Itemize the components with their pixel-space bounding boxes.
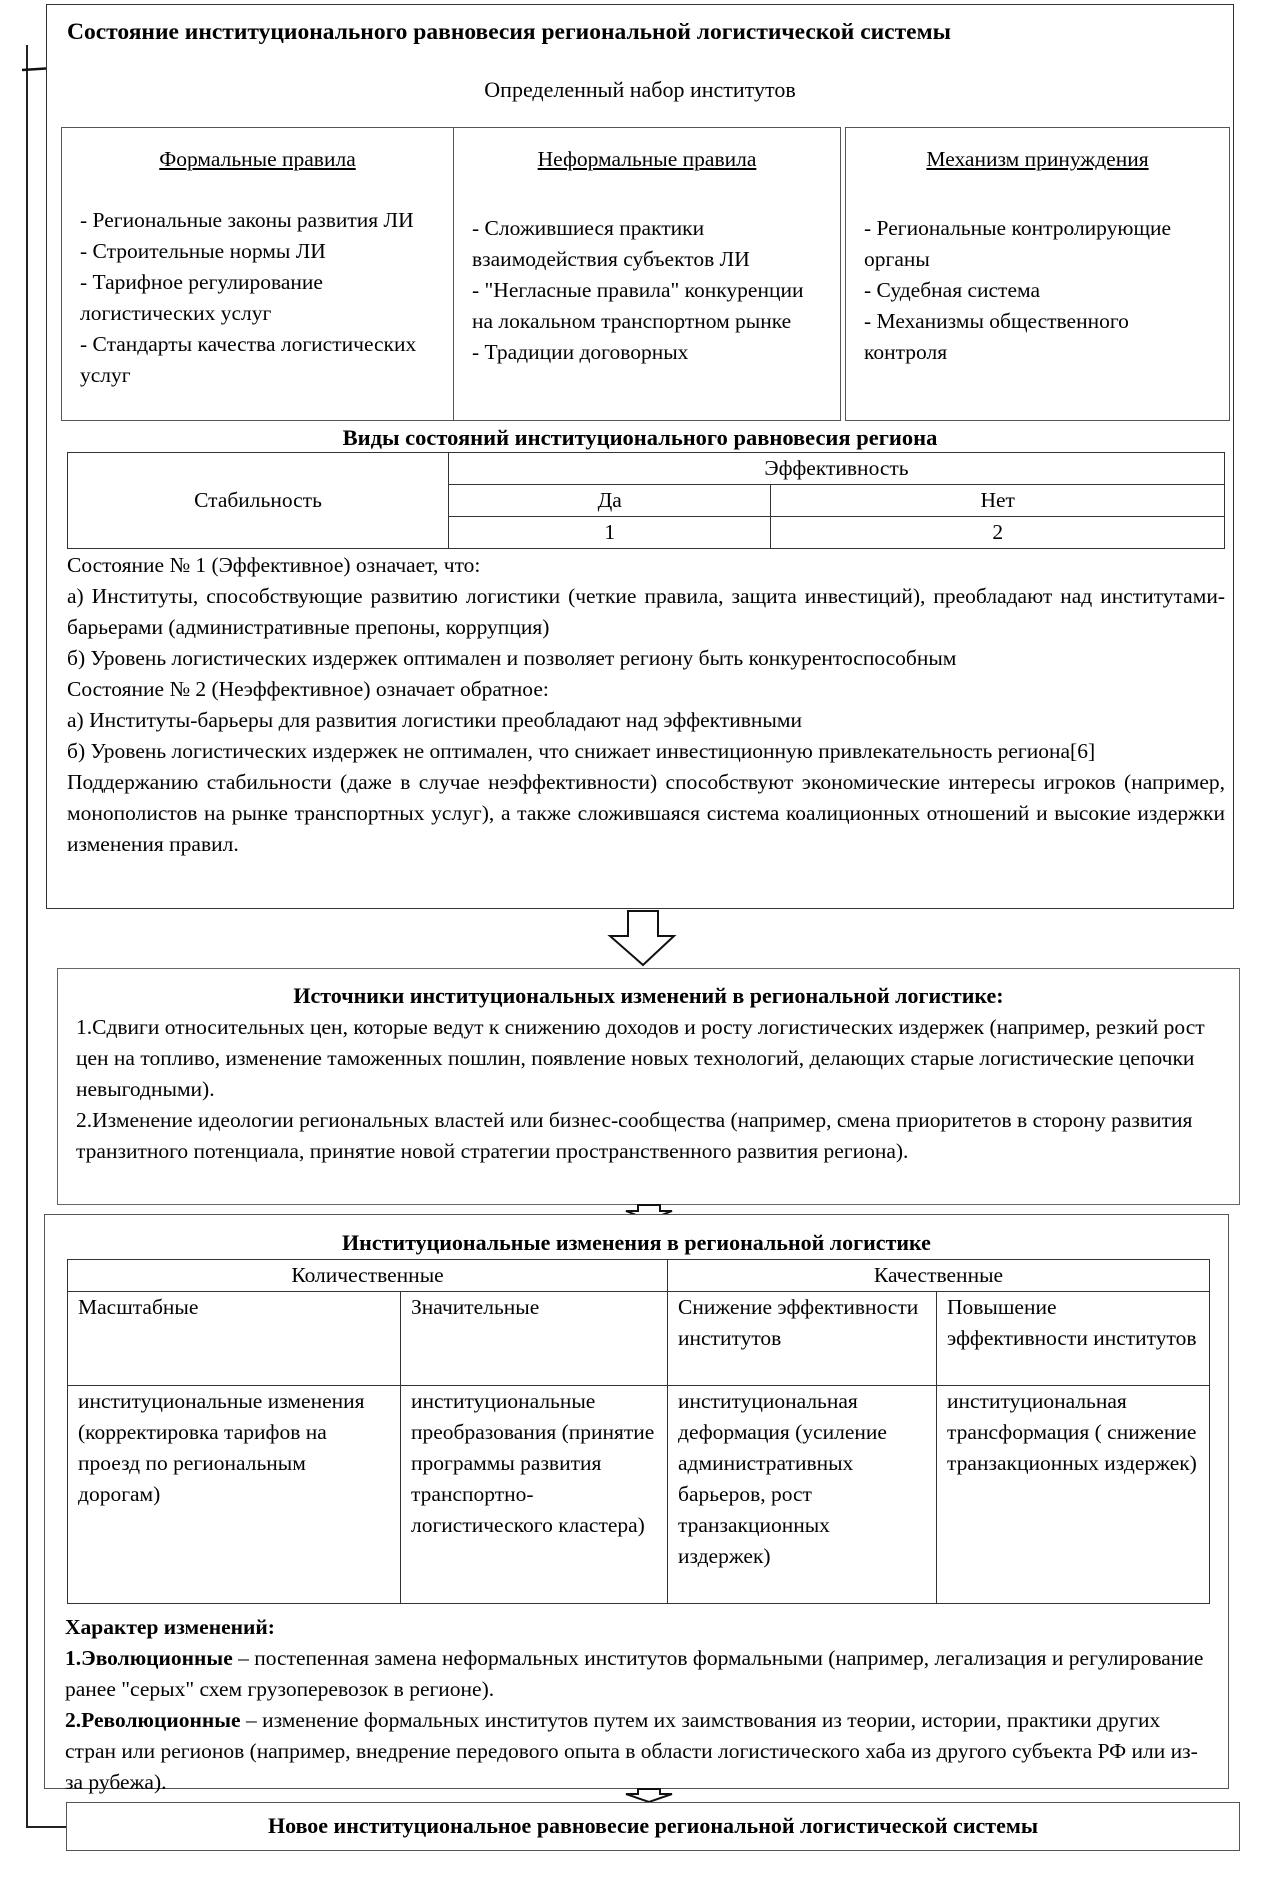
paragraph: б) Уровень логистических издержек не оптимален, что снижает инвестиционную привлекательность региона[6] xyxy=(67,739,1096,763)
list-item: - Региональные контролирующие органы xyxy=(864,216,1172,271)
quantitative-header: Количественные xyxy=(68,1260,668,1292)
state-2-cell: 2 xyxy=(771,517,1225,549)
list-item: - Механизмы общественного контроля xyxy=(864,309,1129,364)
list-item xyxy=(65,1705,1205,1798)
table-cell: институциональные изменения (корректировка тарифов на проезд по региональным дорогам) xyxy=(68,1386,401,1604)
equilibrium-state-box xyxy=(46,4,1234,909)
paragraph: Поддержанию стабильности (даже в случае неэффективности) способствуют экономические интересы игроков (например, монополистов на рынке транспортных услуг), а также сложившаяся система коалиционных отношений и высокие издержки изменения правил. xyxy=(67,770,1225,856)
list-item: - Традиции договорных xyxy=(472,340,689,364)
list-item: - Строительные нормы ЛИ xyxy=(80,239,326,263)
change-sources-box xyxy=(57,968,1240,1205)
formal-rules-box xyxy=(61,127,454,421)
stability-header: Стабильность xyxy=(68,453,449,549)
equilibrium-state-title: Состояние институционального равновесия региональной логистической системы xyxy=(67,19,951,45)
list-item: - Стандарты качества логистических услуг xyxy=(80,332,417,387)
institutions-set-subtitle: Определенный набор институтов xyxy=(484,77,796,102)
list-item: - Тарифное регулирование логистических услуг xyxy=(80,270,323,325)
new-equilibrium-box xyxy=(66,1802,1240,1851)
evolutionary-text: – постепенная замена неформальных институтов формальными (например, легализация и регулирование ранее "серых" схем грузоперевозок в регионе). xyxy=(65,1646,1204,1701)
efficiency-decrease-header: Снижение эффективности институтов xyxy=(668,1292,937,1386)
new-equilibrium-title: Новое институциональное равновесие региональной логистической системы xyxy=(268,1813,1038,1838)
table-cell: институциональные преобразования (принятие программы развития транспортно-логистического кластера) xyxy=(401,1386,668,1604)
formal-rules-heading: Формальные правила xyxy=(159,147,356,171)
enforcement-mechanism-list xyxy=(864,213,1217,368)
informal-rules-box xyxy=(453,127,841,421)
efficiency-increase-header: Повышение эффективности институтов xyxy=(937,1292,1210,1386)
efficiency-yes: Да xyxy=(449,485,771,517)
paragraph: Состояние № 1 (Эффективное) означает, что: xyxy=(67,553,481,577)
states-title: Виды состояний институционального равновесия региона xyxy=(342,425,938,450)
qualitative-header: Качественные xyxy=(668,1260,1210,1292)
efficiency-no: Нет xyxy=(771,485,1225,517)
list-item: - Сложившиеся практики взаимодействия субъектов ЛИ xyxy=(472,216,750,271)
table-cell: институциональная трансформация ( снижение транзакционных издержек) xyxy=(937,1386,1210,1604)
change-nature-section xyxy=(65,1612,1205,1798)
institutional-changes-title: Институциональные изменения в региональной логистике xyxy=(342,1230,931,1255)
list-item: 1.Сдвиги относительных цен, которые ведут к снижению доходов и росту логистических издержек (например, резкий рост цен на топливо, изменение таможенных пошлин, появление новых технологий, делающих старые логистические цепочки невыгодными). xyxy=(76,1015,1205,1101)
list-item: - Региональные законы развития ЛИ xyxy=(80,208,414,232)
feedback-loop-vertical-line xyxy=(26,45,28,1828)
revolutionary-text: – изменение формальных институтов путем их заимствования из теории, истории, практики других стран или регионов (например, внедрение передового опыта в области логистического хаба из другого субъекта РФ или из-за рубежа). xyxy=(65,1708,1198,1794)
changes-table xyxy=(67,1259,1210,1604)
change-nature-title: Характер изменений: xyxy=(65,1615,275,1639)
list-item: 2.Изменение идеологии региональных властей или бизнес-сообщества (например, смена приоритетов в сторону развития транзитного потенциала, принятие новой стратегии пространственного развития региона). xyxy=(76,1108,1193,1163)
change-sources-title: Источники институциональных изменений в региональной логистике: xyxy=(293,983,1004,1008)
large-scale-header: Масштабные xyxy=(68,1292,401,1386)
list-item: - Судебная система xyxy=(864,278,1040,302)
feedback-loop-bottom-line xyxy=(26,1826,66,1828)
states-description xyxy=(67,550,1225,860)
paragraph: Состояние № 2 (Неэффективное) означает обратное: xyxy=(67,677,549,701)
list-item xyxy=(65,1643,1205,1705)
state-1-cell: 1 xyxy=(449,517,771,549)
revolutionary-label: 2.Революционные xyxy=(65,1708,241,1732)
informal-rules-heading: Неформальные правила xyxy=(537,147,757,171)
table-cell: институциональная деформация (усиление административных барьеров, рост транзакционных издержек) xyxy=(668,1386,937,1604)
efficiency-header: Эффективность xyxy=(449,453,1225,485)
enforcement-mechanism-box xyxy=(845,127,1230,421)
hollow-down-arrow-icon xyxy=(606,909,678,969)
paragraph: б) Уровень логистических издержек оптимален и позволяет региону быть конкурентоспособным xyxy=(67,646,957,670)
formal-rules-list xyxy=(80,205,441,391)
paragraph: а) Институты-барьеры для развития логистики преобладают над эффективными xyxy=(67,708,802,732)
significant-header: Значительные xyxy=(401,1292,668,1386)
list-item: - "Негласные правила" конкуренции на локальном транспортном рынке xyxy=(472,278,804,333)
institutional-changes-box xyxy=(44,1214,1229,1794)
states-table xyxy=(67,452,1225,549)
paragraph: а) Институты, способствующие развитию логистики (четкие правила, защита инвестиций), преобладают над институтами-барьерами (административные препоны, коррупция) xyxy=(67,584,1225,639)
enforcement-mechanism-heading: Механизм принуждения xyxy=(926,147,1149,171)
evolutionary-label: 1.Эволюционные xyxy=(65,1646,233,1670)
change-sources-list xyxy=(76,1012,1226,1167)
informal-rules-list xyxy=(472,213,828,368)
